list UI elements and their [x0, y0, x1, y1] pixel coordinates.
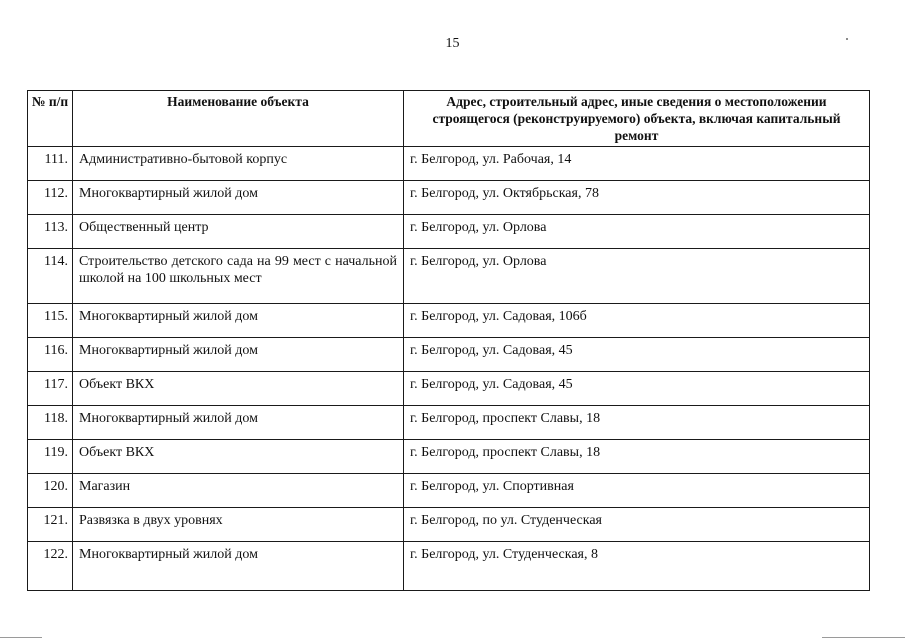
table-row: [28, 181, 870, 215]
table-row: [28, 542, 870, 591]
row-number: 118.: [28, 406, 73, 440]
object-name: Объект ВКХ: [73, 440, 404, 474]
table-row: [28, 304, 870, 338]
row-number: 117.: [28, 372, 73, 406]
scan-speck: [846, 38, 848, 40]
object-name: Административно-бытовой корпус: [73, 147, 404, 181]
table-row: [28, 215, 870, 249]
table-header-row: [28, 91, 870, 147]
object-name: Магазин: [73, 474, 404, 508]
object-name: Многоквартирный жилой дом: [73, 181, 404, 215]
table-row: [28, 406, 870, 440]
row-number: 120.: [28, 474, 73, 508]
object-name: Многоквартирный жилой дом: [73, 542, 404, 591]
object-address: г. Белгород, ул. Садовая, 106б: [404, 304, 870, 338]
object-name: [73, 249, 404, 304]
table-row: [28, 249, 870, 304]
row-number: 116.: [28, 338, 73, 372]
row-number: 114.: [28, 249, 73, 304]
table-row: [28, 147, 870, 181]
object-address: г. Белгород, ул. Орлова: [404, 249, 870, 304]
table-row: [28, 338, 870, 372]
object-address: г. Белгород, проспект Славы, 18: [404, 440, 870, 474]
object-name: Объект ВКХ: [73, 372, 404, 406]
table-row: [28, 508, 870, 542]
header-name: Наименование объекта: [73, 91, 404, 147]
object-address: г. Белгород, по ул. Студенческая: [404, 508, 870, 542]
header-address: Адрес, строительный адрес, иные сведения о местоположении строящегося (реконструируемого) объекта, включая капитальный ремонт: [404, 91, 870, 147]
objects-table: [27, 90, 870, 591]
row-number: 115.: [28, 304, 73, 338]
page-number: 15: [445, 36, 460, 51]
object-name: Многоквартирный жилой дом: [73, 338, 404, 372]
row-number: 122.: [28, 542, 73, 591]
object-address: г. Белгород, ул. Орлова: [404, 215, 870, 249]
object-name: Общественный центр: [73, 215, 404, 249]
object-name: Многоквартирный жилой дом: [73, 406, 404, 440]
object-address: г. Белгород, ул. Рабочая, 14: [404, 147, 870, 181]
row-number: 113.: [28, 215, 73, 249]
object-address: г. Белгород, ул. Садовая, 45: [404, 338, 870, 372]
object-address: г. Белгород, ул. Октябрьская, 78: [404, 181, 870, 215]
table-row: [28, 474, 870, 508]
table-row: [28, 372, 870, 406]
scan-edge-line-left: [0, 637, 42, 638]
object-name-text: Строительство детского сада на 99 мест с начальной школой на 100 школьных мест: [79, 254, 397, 286]
row-number: 112.: [28, 181, 73, 215]
object-address: г. Белгород, ул. Садовая, 45: [404, 372, 870, 406]
object-name: Развязка в двух уровнях: [73, 508, 404, 542]
object-address: г. Белгород, ул. Студенческая, 8: [404, 542, 870, 591]
row-number: 121.: [28, 508, 73, 542]
table-row: [28, 440, 870, 474]
scan-edge-line-right: [822, 637, 905, 638]
object-address: г. Белгород, ул. Спортивная: [404, 474, 870, 508]
object-name: Многоквартирный жилой дом: [73, 304, 404, 338]
row-number: 111.: [28, 147, 73, 181]
row-number: 119.: [28, 440, 73, 474]
object-address: г. Белгород, проспект Славы, 18: [404, 406, 870, 440]
header-num: № п/п: [28, 91, 73, 147]
